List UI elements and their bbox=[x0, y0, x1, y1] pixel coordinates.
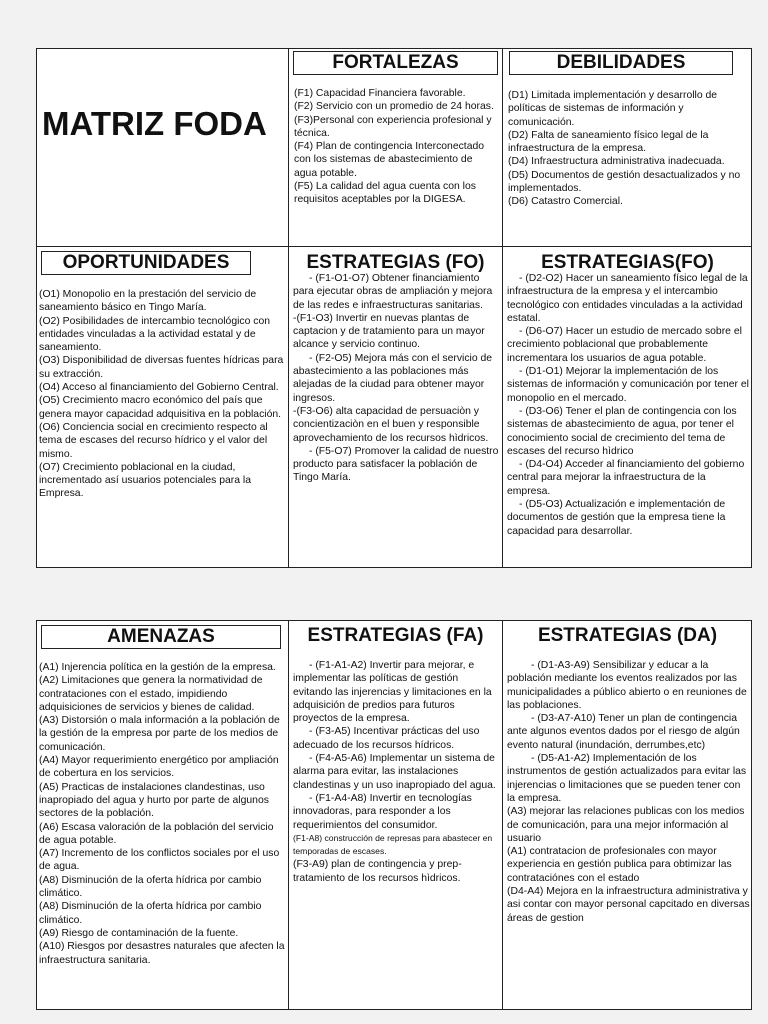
estrategias-fo-header: ESTRATEGIAS (FO) bbox=[306, 252, 485, 273]
list-item: (O2) Posibilidades de intercambio tecnológico con entidades vinculadas a la actividad estatal y de saneamiento. bbox=[39, 315, 271, 354]
list-item: - (D6-O7) Hacer un estudio de mercado sobre el crecimiento poblacional que probablemente incrementara los usuarios de agua potable. bbox=[507, 326, 742, 364]
estrategias-fa-list bbox=[293, 659, 499, 1007]
amenazas-list bbox=[39, 661, 286, 1007]
list-item: - (D5-O3) Actualización e implementación de documentos de gestión que la empresa tiene la capacidad para desarrollar. bbox=[507, 499, 726, 537]
fortalezas-header: FORTALEZAS bbox=[293, 51, 498, 75]
list-item: - (F3-A5) Incentivar prácticas del uso adecuado de los recursos hídricos. bbox=[293, 726, 480, 751]
list-item: - (D3-A7-A10) Tener un plan de contingencia ante algunos eventos dados por el riesgo de algún evento natural (inundación, derrumbes,etc) bbox=[507, 713, 740, 751]
list-item: -(F1-O3) Invertir en nuevas plantas de captacion y de tratamiento para un mayor alcance y servicio continuo. bbox=[293, 312, 485, 351]
foda-matrix-top bbox=[36, 48, 752, 568]
list-item: - (D2-O2) Hacer un saneamiento físico legal de la infraestructura de la empresa y el intercambio tecnológico con entidades vinculadas a la actividad estatal. bbox=[507, 273, 748, 324]
list-item: (A5) Practicas de instalaciones clandestinas, uso inapropiado del agua y hurto por parte de algunos sectores de la población. bbox=[39, 781, 269, 820]
list-item: (A9) Riesgo de contaminación de la fuente. bbox=[39, 927, 239, 939]
fortalezas-list bbox=[294, 87, 494, 245]
list-item: - (F4-A5-A6) Implementar un sistema de alarma para evitar, las instalaciones clandestinas y un uso inapropiado del agua. bbox=[293, 753, 496, 791]
estrategias-fa-header: ESTRATEGIAS (FA) bbox=[307, 625, 484, 646]
list-item: - (D1-A3-A9) Sensibilizar y educar a la población mediante los eventos realizados por las municipalidades a público abierto o en reuniones de las poblaciones. bbox=[507, 660, 747, 711]
list-item: - (D3-O6) Tener el plan de contingencia con los sistemas de abastecimiento de agua, por tener el conocimiento social de crecimiento del tema de escases del recurso hìdrico bbox=[507, 405, 737, 457]
list-item: (A3) mejorar las relaciones publicas con los medios de comunicación, para una mejor información al usuario bbox=[507, 806, 745, 844]
page-title: MATRIZ FODA bbox=[42, 105, 267, 142]
list-item: (F5) La calidad del agua cuenta con los requisitos aceptables por la DIGESA. bbox=[294, 181, 476, 206]
list-item: (O7) Crecimiento poblacional en la ciudad, incrementado así usuarios potenciales para la Empresa. bbox=[39, 461, 251, 500]
list-item: (F4) Plan de contingencia Interconectado con los sistemas de abastecimiento de agua potable. bbox=[294, 141, 485, 179]
list-item: -(F3-O6) alta capacidad de persuaciòn y concientizaciòn en el buen y responsible aprovechamiento de los recursos hìdricos. bbox=[293, 405, 489, 444]
list-item: (A8) Disminución de la oferta hídrica por cambio climático. bbox=[39, 901, 262, 926]
list-item: - (F1-A4-A8) Invertir en tecnologías innovadoras, para responder a los requerimientos del consumidor. bbox=[293, 792, 472, 831]
list-item: (A4) Mayor requerimiento energético por ampliación de cobertura en los servicios. bbox=[39, 755, 279, 780]
list-item: (A1) contratacion de profesionales con mayor experiencia en gestión publica para obtimizar las contrataciónes con el estado bbox=[507, 846, 732, 884]
list-item: - (D4-O4) Acceder al financiamiento del gobierno central para mejorar la infraestructura de la empresa. bbox=[507, 459, 745, 497]
debilidades-header: DEBILIDADES bbox=[509, 51, 733, 75]
oportunidades-header: OPORTUNIDADES bbox=[41, 251, 251, 275]
list-item: (F3-A9) plan de contingencia y prep-tratamiento de los recursos hìdricos. bbox=[293, 859, 462, 884]
estrategias-da-list bbox=[507, 659, 750, 1007]
list-item: - (F1-O1-O7) Obtener financiamiento para ejecutar obras de ampliación y mejora de las redes e infraestructuras sanitarias. bbox=[293, 273, 493, 311]
estrategias-fo-2-header: ESTRATEGIAS(FO) bbox=[541, 252, 714, 273]
estrategias-fo-list bbox=[293, 272, 499, 566]
list-item: - (F2-O5) Mejora más con el servicio de abastecimiento a las poblaciones más alejadas de la ciudad para obtener mayor ingresos. bbox=[293, 352, 493, 404]
divider bbox=[502, 621, 503, 1009]
list-item: - (F1-A1-A2) Invertir para mejorar, e implementar las políticas de gestión evitando las injerencias y limitaciones en la adquisición de predios para futuros proyectos de la empresa. bbox=[293, 660, 492, 725]
list-item: (O5) Crecimiento macro económico del país que genera mayor capacidad adquisitiva en la población. bbox=[39, 395, 282, 420]
amenazas-header: AMENAZAS bbox=[41, 625, 281, 649]
list-item: - (D5-A1-A2) Implementación de los instrumentos de gestión actualizados para evitar las injerencias o limitaciones que se pueden tener con la empresa. bbox=[507, 753, 747, 804]
list-item: (O4) Acceso al financiamiento del Gobierno Central. bbox=[39, 382, 279, 394]
list-item: (A7) Incremento de los conflictos sociales por el uso de agua. bbox=[39, 848, 280, 873]
list-item: (A6) Escasa valoración de la población del servicio de agua potable. bbox=[39, 821, 274, 846]
foda-matrix-bottom bbox=[36, 620, 752, 1010]
divider bbox=[288, 621, 289, 1009]
list-item: (A1) Injerencia política en la gestión de la empresa. bbox=[39, 662, 276, 673]
estrategias-da-header: ESTRATEGIAS (DA) bbox=[537, 625, 718, 646]
debilidades-list bbox=[508, 89, 750, 245]
list-item: (D4) Infraestructura administrativa inadecuada. bbox=[508, 156, 725, 168]
list-item: (O1) Monopolio en la prestación del servicio de saneamiento básico en Tingo María. bbox=[39, 289, 257, 314]
divider bbox=[288, 49, 289, 567]
list-item: (D6) Catastro Comercial. bbox=[508, 196, 623, 208]
list-item: (O6) Conciencia social en crecimiento respecto al tema de escases del recurso hídrico y el valor del mismo. bbox=[39, 421, 268, 460]
list-item: (A3) Distorsión o mala información a la población de la gestión de la empresa por parte de los medios de comunicación. bbox=[39, 715, 280, 753]
list-item: (F1-A8) construcción de represas para abastecer en temporadas de escases. bbox=[293, 832, 493, 857]
list-item: (A10) Riesgos por desastres naturales que afecten la infraestructura sanitaria. bbox=[39, 941, 285, 966]
list-item: (D4-A4) Mejora en la infraestructura administrativa y asi contar con mayor personal capcitado en diversas áreas de gestion bbox=[507, 886, 750, 924]
list-item: (D2) Falta de saneamiento físico legal de la infraestructura de la empresa. bbox=[508, 129, 709, 155]
list-item: (D5) Documentos de gestión desactualizados y no implementados. bbox=[508, 169, 741, 195]
list-item: (F2) Servicio con un promedio de 24 horas. bbox=[294, 101, 494, 113]
list-item: (O3) Disponibilidad de diversas fuentes hídricas para su extracción. bbox=[39, 355, 284, 380]
list-item: - (F5-O7) Promover la calidad de nuestro producto para satisfacer la población de Tingo María. bbox=[293, 445, 499, 484]
divider bbox=[37, 246, 751, 247]
list-item: - (D1-O1) Mejorar la implementación de los sistemas de información y comunicación por tener el monopolio en el mercado. bbox=[507, 366, 749, 404]
list-item: (A8) Disminución de la oferta hídrica por cambio climático. bbox=[39, 874, 262, 900]
oportunidades-list bbox=[39, 288, 286, 566]
estrategias-fo-2-list bbox=[507, 272, 750, 566]
list-item: (A2) Limitaciones que genera la normatividad de contrataciones con el estado, impidiendo adquisiciones de servicios y bienes de calidad. bbox=[39, 675, 263, 713]
list-item: (F1) Capacidad Financiera favorable. bbox=[294, 88, 466, 99]
list-item: (F3)Personal con experiencia profesional y técnica. bbox=[294, 114, 492, 139]
divider bbox=[502, 49, 503, 567]
list-item: (D1) Limitada implementación y desarrollo de políticas de sistemas de información y comunicación. bbox=[508, 90, 718, 128]
